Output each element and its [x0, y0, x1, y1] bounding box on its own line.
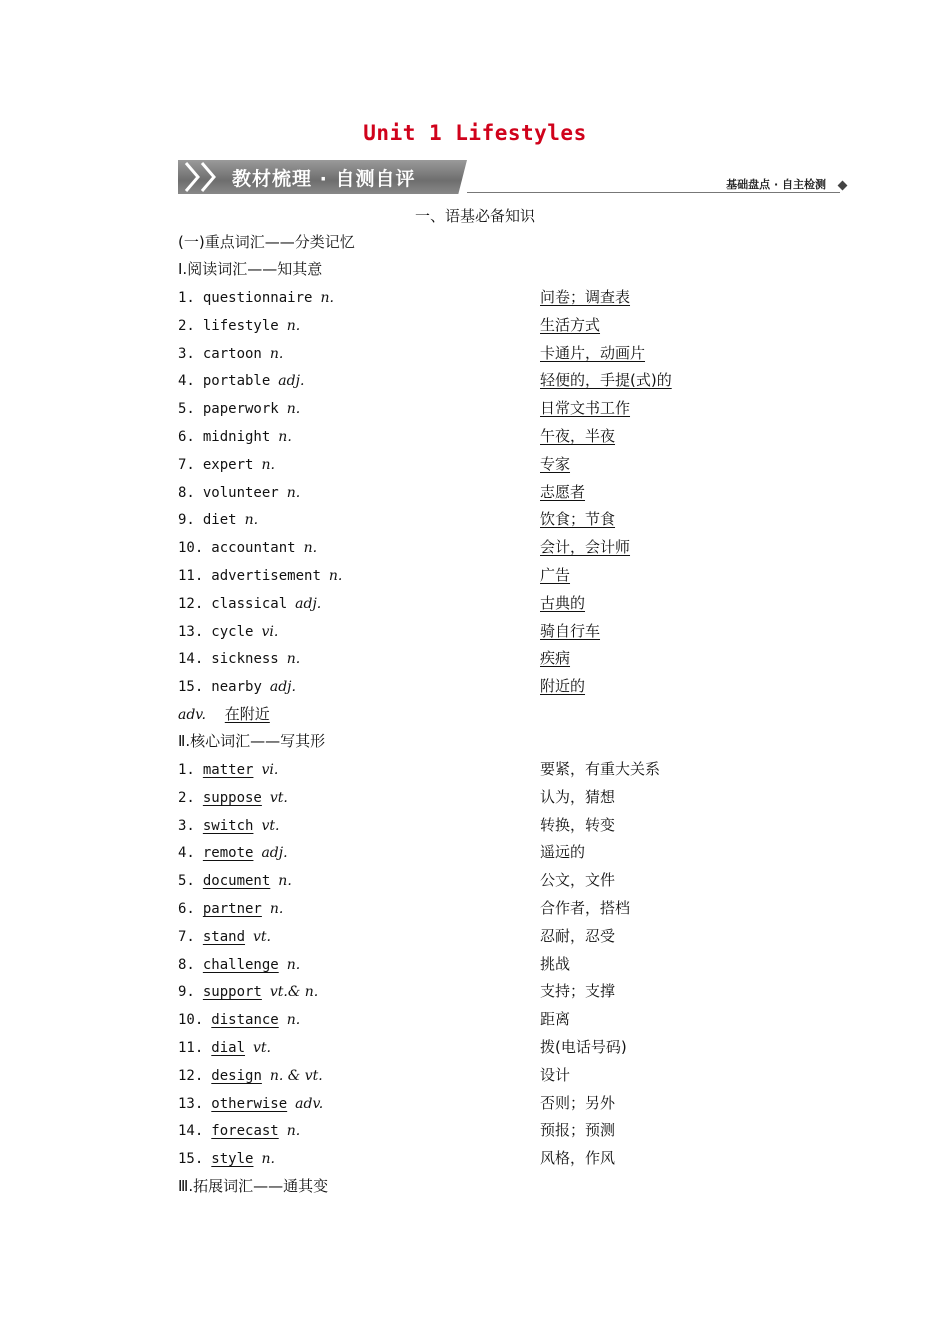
list-item: [178, 1148, 275, 1169]
list-item: [178, 426, 292, 447]
item-pos: n.: [328, 568, 343, 584]
item-word: style: [211, 1151, 254, 1168]
item-number: 8.: [178, 956, 195, 973]
item-pos: vi.: [261, 623, 279, 640]
item-word: distance: [211, 1012, 279, 1029]
item-pos: n.: [286, 956, 301, 973]
item-number: 12.: [178, 1067, 204, 1084]
item-pos: vt.: [269, 789, 288, 806]
item-pos: n. & vt.: [269, 1067, 323, 1084]
item-meaning: 支持；支撑: [540, 982, 616, 1001]
item-pos: vt.: [253, 928, 272, 945]
item-meaning: 风格，作风: [540, 1149, 616, 1168]
item-meaning: 广告: [540, 566, 571, 584]
item-number: 4.: [178, 373, 195, 390]
item-pos: adv.: [295, 1095, 324, 1112]
subheading: (一)重点词汇——分类记忆: [178, 233, 355, 251]
item-word: portable: [202, 373, 271, 390]
list-item: [178, 1037, 271, 1058]
list-item: [178, 482, 300, 503]
item-number: 2.: [178, 317, 195, 334]
item-pos: n.: [269, 901, 284, 917]
item-number: 15.: [178, 1151, 204, 1168]
item-word: volunteer: [202, 484, 279, 501]
list-item: [178, 815, 279, 836]
item-pos: n.: [286, 484, 301, 501]
item-meaning: 设计: [540, 1065, 571, 1084]
item-meaning: 轻便的，手提(式)的: [540, 371, 672, 390]
item-pos: n.: [286, 1123, 301, 1140]
item-meaning: 否则；另外: [540, 1093, 616, 1112]
item-meaning: 生活方式: [540, 315, 601, 334]
item-pos: vi.: [261, 762, 279, 778]
item-pos: adj.: [278, 373, 305, 390]
item-number: 7.: [178, 456, 195, 473]
item-meaning: 附近的: [540, 677, 586, 696]
item-meaning: 会计，会计师: [540, 538, 631, 557]
item-meaning: 忍耐，忍受: [540, 926, 616, 945]
item-meaning: 距离: [540, 1010, 571, 1029]
item-meaning: 问卷；调查表: [540, 288, 631, 306]
chevron-right-icon: [200, 162, 216, 192]
item-pos: n.: [269, 345, 284, 362]
list-item: [178, 898, 283, 919]
list-item: [178, 315, 300, 336]
item-pos: vt.: [253, 1040, 272, 1056]
item-meaning: 专家: [540, 454, 571, 473]
item-meaning: 公文，文件: [540, 871, 616, 890]
item-pos: adj.: [261, 845, 288, 862]
item-number: 7.: [178, 928, 195, 945]
item-number: 9.: [178, 984, 195, 1001]
item-word: stand: [202, 928, 246, 945]
item-number: 11.: [178, 1040, 204, 1056]
item-pos: adj.: [269, 679, 296, 696]
list-item: [178, 926, 271, 947]
list-item: [178, 565, 342, 586]
item-number: 5.: [178, 873, 195, 890]
extra-entry: [178, 704, 270, 725]
item-meaning: 日常文书工作: [540, 399, 631, 418]
part2-heading: Ⅱ.核心词汇——写其形: [178, 732, 326, 750]
list-item: [178, 1093, 323, 1114]
item-pos: n.: [286, 1012, 301, 1029]
item-pos: adj.: [295, 595, 322, 612]
item-pos: n.: [244, 512, 259, 529]
item-word: cartoon: [202, 345, 262, 362]
item-word: expert: [202, 456, 254, 473]
list-item: [178, 870, 292, 891]
diamond-icon: [838, 181, 848, 191]
item-meaning: 古典的: [540, 593, 586, 612]
section-heading: 一、语基必备知识: [414, 207, 535, 225]
item-meaning: 饮食；节食: [540, 510, 616, 529]
item-word: otherwise: [211, 1095, 288, 1112]
item-pos: n.: [261, 456, 275, 473]
part3-heading: Ⅲ.拓展词汇——通其变: [178, 1177, 329, 1195]
item-meaning: 认为，猜想: [540, 787, 616, 806]
item-pos: n.: [286, 317, 301, 334]
item-number: 10.: [178, 1012, 204, 1029]
item-word: matter: [202, 762, 254, 778]
list-item: [178, 676, 296, 697]
list-item: [178, 537, 317, 558]
item-word: accountant: [211, 540, 296, 557]
item-meaning: 志愿者: [540, 482, 586, 501]
item-meaning: 转换，转变: [540, 815, 616, 834]
list-item: [178, 343, 283, 364]
list-item: [178, 398, 300, 419]
item-word: nearby: [211, 679, 262, 696]
item-meaning: 要紧，有重大关系: [540, 760, 661, 778]
list-item: [178, 1009, 300, 1030]
item-meaning: 卡通片，动画片: [540, 343, 646, 362]
banner-title: 教材梳理 · 自测自评: [232, 168, 416, 190]
item-pos: n.: [261, 1151, 275, 1168]
item-word: design: [211, 1067, 262, 1084]
extra-meaning: 在附近: [224, 705, 270, 723]
list-item: [178, 593, 321, 614]
item-word: challenge: [202, 956, 279, 973]
item-pos: n.: [278, 873, 292, 890]
item-number: 11.: [178, 568, 204, 584]
item-word: paperwork: [202, 401, 279, 418]
item-number: 13.: [178, 623, 204, 640]
chevron-right-icon: [184, 162, 200, 192]
list-item: [178, 1120, 300, 1141]
item-meaning: 挑战: [540, 954, 571, 973]
item-word: questionnaire: [202, 290, 313, 306]
item-word: lifestyle: [202, 317, 279, 334]
part1-heading: Ⅰ.阅读词汇——知其意: [178, 260, 323, 278]
item-word: document: [202, 873, 271, 890]
item-pos: n.: [320, 290, 334, 306]
item-number: 1.: [178, 762, 195, 778]
item-number: 4.: [178, 845, 195, 862]
list-item: [178, 287, 334, 308]
item-pos: n.: [286, 401, 301, 418]
list-item: [178, 648, 300, 669]
item-meaning: 预报；预测: [540, 1121, 616, 1140]
page-title: Unit 1 Lifestyles: [363, 121, 587, 145]
item-pos: vt.& n.: [269, 984, 319, 1001]
item-number: 6.: [178, 429, 195, 445]
item-number: 5.: [178, 401, 195, 418]
item-number: 15.: [178, 679, 204, 696]
item-number: 3.: [178, 817, 195, 834]
item-word: classical: [211, 595, 288, 612]
item-word: suppose: [202, 789, 262, 806]
item-meaning: 午夜，半夜: [540, 427, 616, 445]
list-item: [178, 509, 258, 530]
item-meaning: 遥远的: [540, 843, 586, 862]
list-item: [178, 787, 288, 808]
item-number: 1.: [178, 290, 195, 306]
item-number: 14.: [178, 1123, 204, 1140]
item-word: sickness: [211, 651, 279, 668]
extra-pos: adv.: [178, 707, 207, 723]
item-pos: n.: [286, 651, 301, 668]
item-word: support: [202, 984, 262, 1001]
list-item: [178, 842, 288, 863]
item-number: 10.: [178, 540, 204, 557]
list-item: [178, 621, 278, 642]
list-item: [178, 454, 275, 475]
item-word: advertisement: [211, 568, 321, 584]
list-item: [178, 1065, 323, 1086]
item-number: 2.: [178, 789, 195, 806]
list-item: [178, 759, 278, 780]
item-number: 13.: [178, 1095, 204, 1112]
item-number: 12.: [178, 595, 204, 612]
item-number: 3.: [178, 345, 195, 362]
banner-subtitle: 基础盘点 · 自主检测: [726, 178, 826, 191]
item-word: cycle: [211, 623, 254, 640]
item-pos: n.: [278, 429, 292, 445]
item-word: forecast: [211, 1123, 279, 1140]
item-pos: n.: [303, 540, 318, 557]
list-item: [178, 370, 304, 391]
item-meaning: 骑自行车: [540, 621, 601, 640]
item-number: 9.: [178, 512, 195, 529]
item-number: 8.: [178, 484, 195, 501]
item-word: switch: [202, 817, 254, 834]
item-word: dial: [211, 1040, 246, 1056]
item-meaning: 疾病: [540, 649, 571, 668]
list-item: [178, 954, 300, 975]
item-number: 14.: [178, 651, 204, 668]
item-pos: vt.: [261, 817, 280, 834]
list-item: [178, 981, 318, 1002]
item-word: remote: [202, 845, 254, 862]
item-word: diet: [202, 512, 237, 529]
item-number: 6.: [178, 901, 195, 917]
item-meaning: 拨(电话号码): [540, 1038, 627, 1056]
banner-rule: [467, 192, 840, 193]
section-banner: [178, 160, 848, 194]
item-word: partner: [202, 901, 262, 917]
item-meaning: 合作者，搭档: [540, 899, 631, 917]
item-word: midnight: [202, 429, 271, 445]
